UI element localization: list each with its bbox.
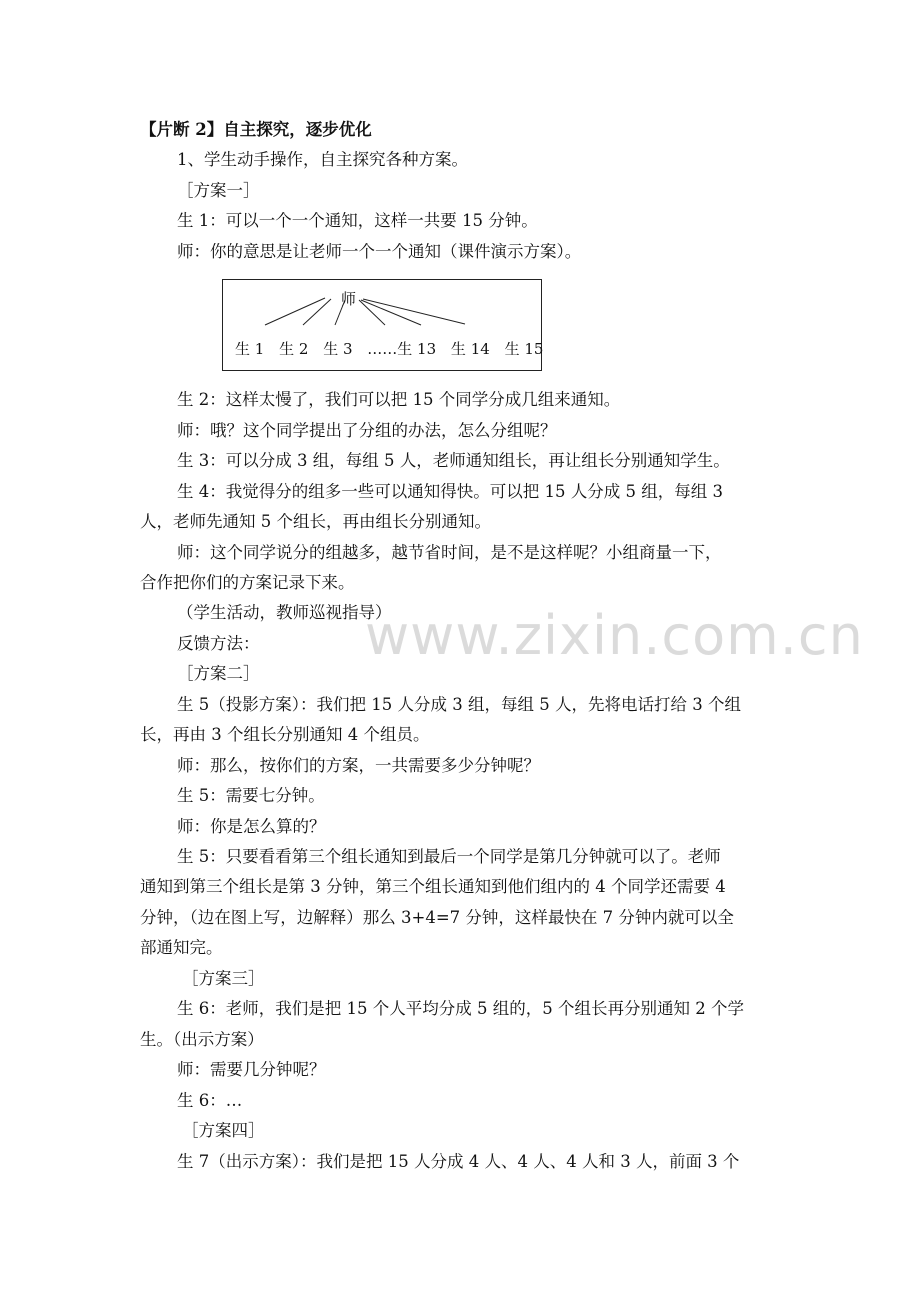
section-title: 【片断 2】自主探究，逐步优化	[140, 120, 372, 139]
paragraph-line: 通知到第三个组长是第 3 分钟，第三个组长通知到他们组内的 4 个同学还需要 4	[140, 877, 726, 896]
paragraph-line: 长，再由 3 个组长分别通知 4 个组员。	[140, 725, 430, 744]
paragraph-line: 师：你的意思是让老师一个一个通知（课件演示方案）。	[177, 242, 582, 261]
diagram-student-label: 生 2	[279, 340, 309, 358]
diagram-student-label: 生 15	[504, 340, 544, 358]
diagram-student-row	[235, 338, 553, 359]
diagram-student-label: ……生 13	[367, 340, 437, 358]
scheme-heading: ［方案一］	[177, 181, 260, 200]
paragraph-line: 师：这个同学说分的组越多，越节省时间，是不是这样呢？小组商量一下，	[177, 543, 722, 562]
paragraph-line: 分钟，（边在图上写，边解释）那么 3+4=7 分钟，这样最快在 7 分钟内就可以全	[140, 908, 734, 927]
paragraph-line: 师：需要几分钟呢？	[177, 1060, 326, 1079]
paragraph-line: 生 1：可以一个一个通知，这样一共要 15 分钟。	[177, 211, 538, 230]
scheme-heading: ［方案二］	[177, 664, 260, 683]
paragraph-line: 生 6：…	[177, 1091, 243, 1110]
scheme-heading: ［方案四］	[182, 1121, 265, 1140]
paragraph-line: 1、学生动手操作，自主探究各种方案。	[177, 150, 468, 169]
diagram-student-label: 生 1	[235, 340, 265, 358]
diagram-teacher-label: 师	[341, 290, 357, 308]
paragraph-line: 生 2：这样太慢了，我们可以把 15 个同学分成几组来通知。	[177, 390, 621, 409]
paragraph-line: 师：那么，按你们的方案，一共需要多少分钟呢？	[177, 756, 540, 775]
paragraph-line: 师：你是怎么算的？	[177, 817, 326, 836]
paragraph-line: 人，老师先通知 5 个组长，再由组长分别通知。	[140, 512, 491, 531]
paragraph-line: 生 5：需要七分钟。	[177, 786, 325, 805]
paragraph-line: （学生活动，教师巡视指导）	[177, 603, 392, 622]
paragraph-line: 反馈方法：	[177, 634, 260, 653]
paragraph-line: 部通知完。	[140, 938, 223, 957]
paragraph-line: 生 3：可以分成 3 组，每组 5 人，老师通知组长，再让组长分别通知学生。	[177, 451, 730, 470]
paragraph-line: 生 5：只要看看第三个组长通知到最后一个同学是第几分钟就可以了。老师	[177, 847, 721, 866]
paragraph-line: 生 6：老师，我们是把 15 个人平均分成 5 组的，5 个组长再分别通知 2 个学	[177, 999, 744, 1018]
diagram-student-label: 生 14	[450, 340, 490, 358]
diagram-student-label: 生 3	[323, 340, 353, 358]
paragraph-line: 合作把你们的方案记录下来。	[140, 573, 355, 592]
paragraph-line: 生。（出示方案）	[140, 1030, 264, 1049]
scheme-heading: ［方案三］	[182, 969, 265, 988]
paragraph-line: 生 7（出示方案）：我们是把 15 人分成 4 人、4 人、4 人和 3 人，前面 3 个	[177, 1152, 740, 1171]
paragraph-line: 师：哦？这个同学提出了分组的办法，怎么分组呢？	[177, 421, 557, 440]
watermark: www.zixin.com.cn	[365, 604, 864, 667]
notification-diagram	[222, 279, 542, 371]
paragraph-line: 生 5（投影方案）：我们把 15 人分成 3 组，每组 5 人，先将电话打给 3 个组	[177, 695, 741, 714]
paragraph-line: 生 4：我觉得分的组多一些可以通知得快。可以把 15 人分成 5 组，每组 3	[177, 482, 723, 501]
